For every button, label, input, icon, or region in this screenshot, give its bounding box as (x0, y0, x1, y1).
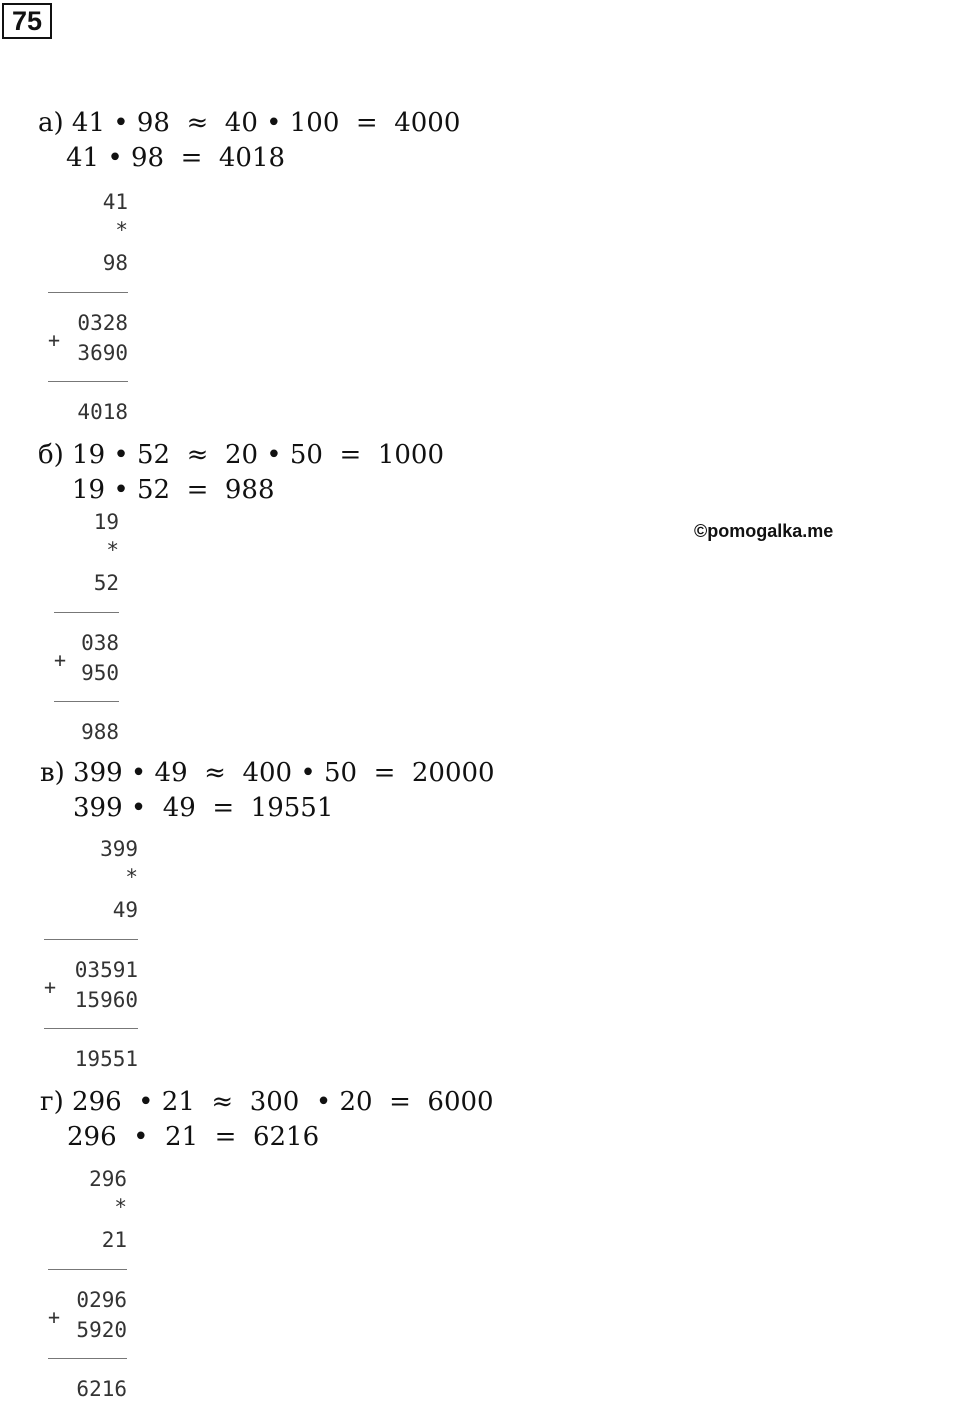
watermark: ©pomogalka.me (694, 521, 834, 541)
estimate-line: в) 399 • 49 ≈ 400 • 50 = 20000 (40, 758, 495, 788)
plus-sign: + (48, 328, 61, 352)
rule (54, 701, 119, 702)
rule (54, 612, 119, 613)
rule (48, 1358, 127, 1359)
estimate-line: г) 296 • 21 ≈ 300 • 20 = 6000 (40, 1087, 494, 1117)
column-multiplication (48, 190, 128, 430)
task-number: 75 (2, 3, 52, 39)
operator: * (114, 1195, 127, 1219)
estimate-line: б) 19 • 52 ≈ 20 • 50 = 1000 (38, 440, 444, 470)
multiplicand: 296 (89, 1167, 127, 1191)
partial-product-2: 950 (81, 661, 119, 685)
partial-product-2: 5920 (76, 1318, 127, 1342)
partial-product-1: 0296 (76, 1288, 127, 1312)
partial-product-1: 03591 (74, 958, 138, 982)
plus-sign: + (48, 1305, 61, 1329)
rule (44, 939, 138, 940)
plus-sign: + (54, 648, 67, 672)
result: 19551 (74, 1047, 138, 1071)
partial-product-2: 3690 (77, 341, 128, 365)
multiplicand: 399 (100, 837, 138, 861)
multiplier: 49 (112, 898, 138, 922)
multiplier: 52 (93, 571, 119, 595)
column-multiplication (54, 510, 119, 750)
rule (44, 1028, 138, 1029)
plus-sign: + (44, 975, 57, 999)
exact-line: 41 • 98 = 4018 (66, 143, 286, 173)
partial-product-2: 15960 (74, 988, 138, 1012)
result: 988 (81, 720, 119, 744)
multiplier: 21 (101, 1228, 127, 1252)
multiplier: 98 (102, 251, 128, 275)
partial-product-1: 038 (81, 631, 119, 655)
result: 6216 (76, 1377, 127, 1401)
estimate-line: а) 41 • 98 ≈ 40 • 100 = 4000 (38, 108, 461, 138)
operator: * (125, 865, 138, 889)
rule (48, 381, 128, 382)
rule (48, 1269, 127, 1270)
operator: * (106, 538, 119, 562)
operator: * (115, 218, 128, 242)
multiplicand: 19 (93, 510, 119, 534)
exact-line: 19 • 52 = 988 (72, 475, 275, 505)
column-multiplication (44, 837, 138, 1077)
exact-line: 399 • 49 = 19551 (73, 793, 334, 823)
column-multiplication (48, 1167, 127, 1399)
result: 4018 (77, 400, 128, 424)
multiplicand: 41 (102, 190, 128, 214)
rule (48, 292, 128, 293)
exact-line: 296 • 21 = 6216 (67, 1122, 320, 1152)
partial-product-1: 0328 (77, 311, 128, 335)
